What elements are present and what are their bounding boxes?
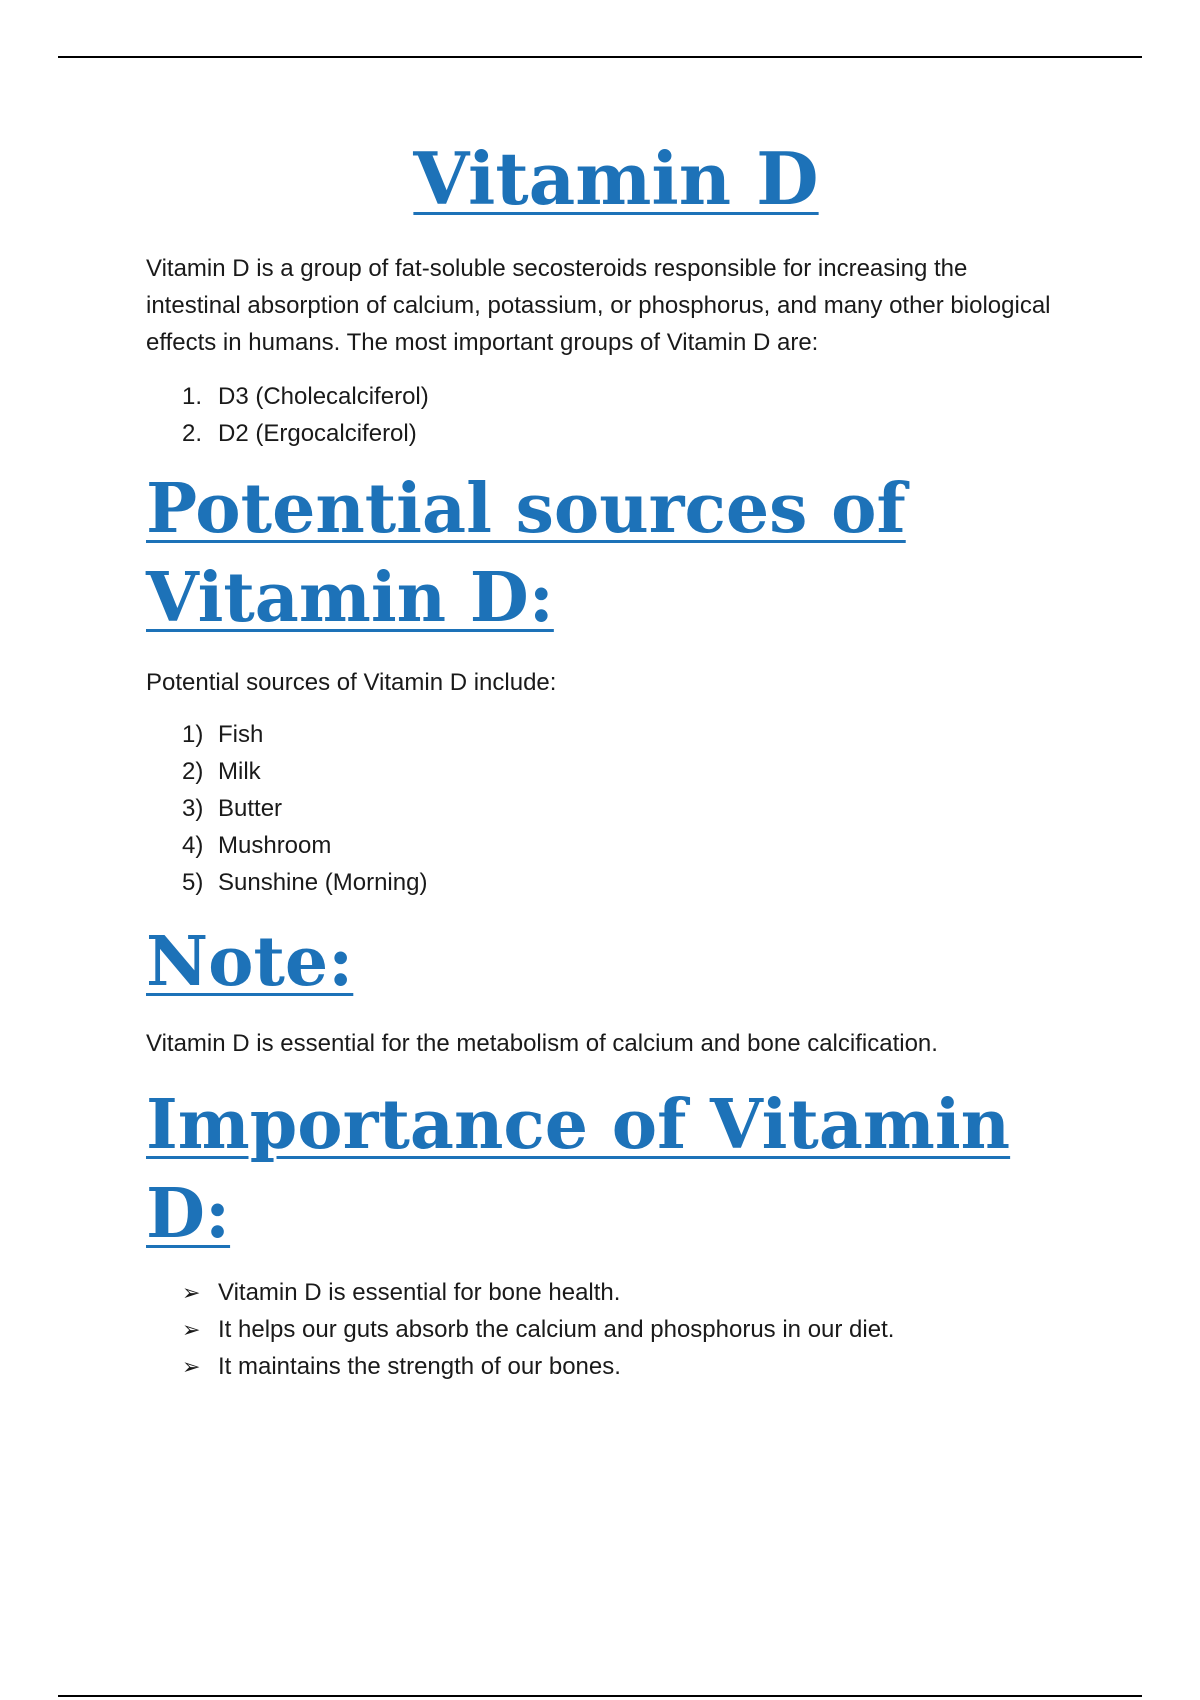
list-item-text: Vitamin D is essential for bone health. [218,1279,621,1306]
list-item-text: It helps our guts absorb the calcium and phosphorus in our diet. [218,1316,895,1343]
importance-heading: Importance of Vitamin D: [146,1085,1011,1254]
list-item [182,415,429,452]
list-item-text: Sunshine (Morning) [218,869,428,896]
arrow-bullet-icon: ➢ [182,1317,201,1342]
list-item [182,1348,894,1385]
list-marker: 5) [182,869,204,896]
page-title: Vitamin D [413,136,819,221]
list-item [182,790,427,827]
list-item [182,864,427,901]
list-item-text: D3 (Cholecalciferol) [218,383,429,410]
list-marker: 1. [182,383,203,410]
list-marker: 3) [182,795,204,822]
list-item-text: Milk [218,758,261,785]
list-item-text: Fish [218,721,264,748]
list-item-text: It maintains the strength of our bones. [218,1353,621,1380]
bottom-rule [58,1695,1142,1697]
list-marker: 1) [182,721,204,748]
note-heading: Note: [146,922,354,1002]
arrow-bullet-icon: ➢ [182,1354,201,1379]
vitamin-d-groups-list [182,378,429,452]
list-item-text: D2 (Ergocalciferol) [218,420,417,447]
top-rule [58,56,1142,58]
list-marker: 2. [182,420,203,447]
intro-paragraph: Vitamin D is a group of fat-soluble secosteroids responsible for increasing the intestinal absorption of calcium, potassium, or phosphorus, and many other biological effects in humans. The most important groups of Vitamin D are: [146,255,1051,356]
list-item [182,378,429,415]
arrow-bullet-icon: ➢ [182,1280,201,1305]
list-item [182,753,427,790]
list-item [182,1274,894,1311]
list-item [182,1311,894,1348]
list-marker: 2) [182,758,204,785]
sources-intro-paragraph: Potential sources of Vitamin D include: [146,669,557,696]
sources-list [182,716,427,901]
list-marker: 4) [182,832,204,859]
importance-list [182,1274,894,1385]
note-paragraph: Vitamin D is essential for the metabolism of calcium and bone calcification. [146,1030,938,1057]
list-item-text: Mushroom [218,832,332,859]
sources-heading: Potential sources of Vitamin D: [146,469,906,638]
list-item [182,716,427,753]
list-item [182,827,427,864]
list-item-text: Butter [218,795,283,822]
